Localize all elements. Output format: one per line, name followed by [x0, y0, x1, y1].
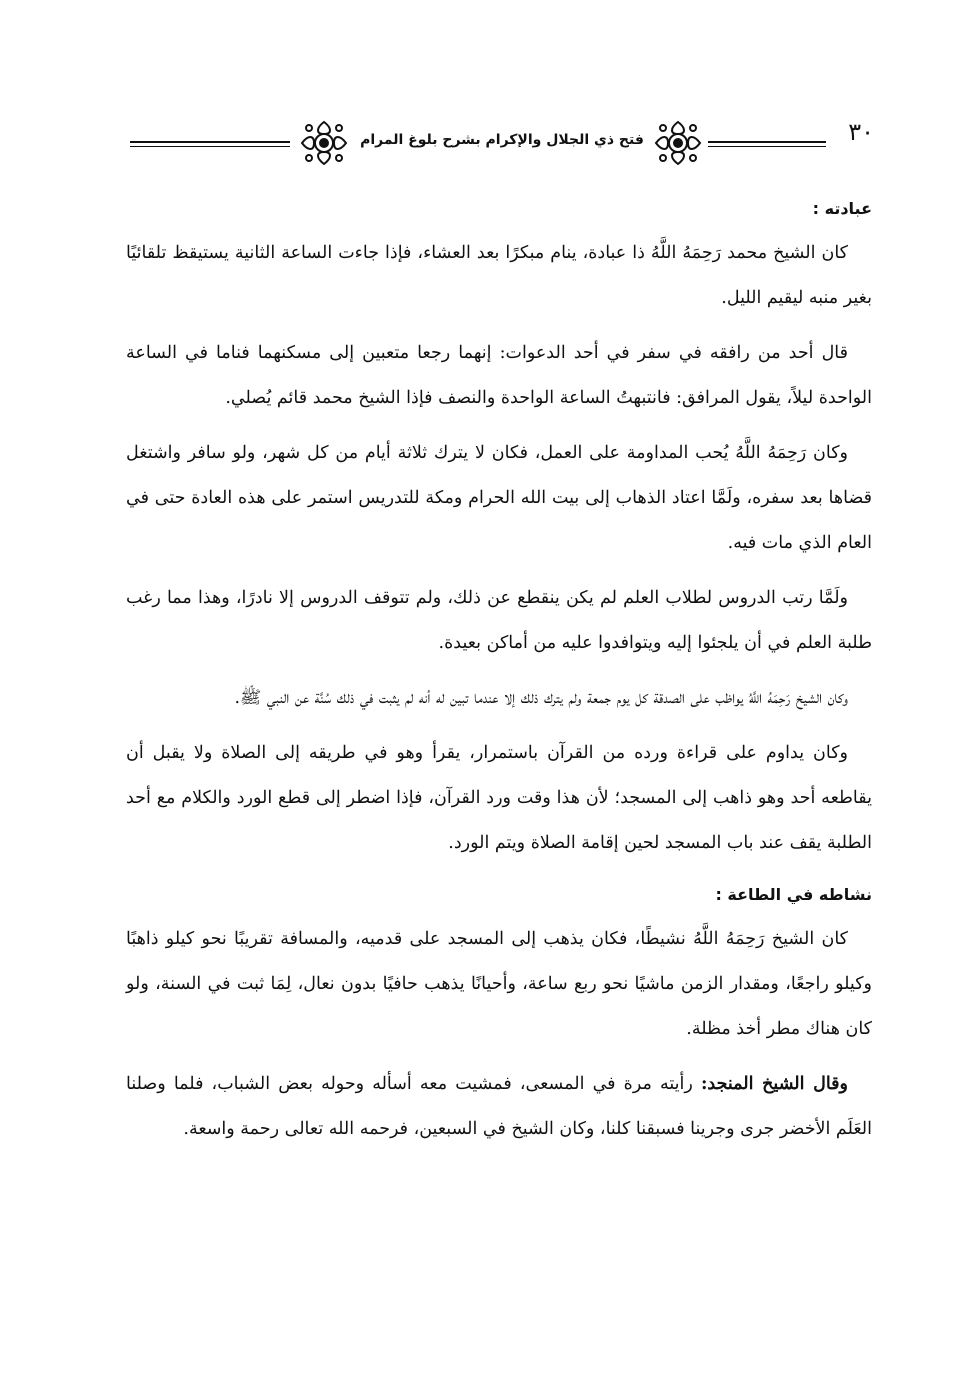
- paragraph: ولَمَّا رتب الدروس لطلاب العلم لم يكن ينقطع عن ذلك، ولم تتوقف الدروس إلا نادرًا، وهذا مما رغب طلبة العلم في أن يلجئوا إليه ويتوافدوا عليه من أماكن بعيدة.: [126, 588, 872, 653]
- paragraph: كان الشيخ رَحِمَهُ اللَّهُ نشيطًا، فكان يذهب إلى المسجد على قدميه، والمسافة تقريبًا نحو كيلو ذاهبًا وكيلو راجعًا، ومقدار الزمن ماشيًا نحو ربع ساعة، وأحيانًا يذهب حافيًا بدون نعال، لِمَا ثبت في السنة، ولو كان هناك مطر أخذ مظلة.: [126, 929, 872, 1039]
- header-rule-left: [130, 141, 290, 147]
- section-heading-worship: عبادته :: [812, 199, 872, 218]
- paragraph: [126, 1062, 872, 1152]
- ornament-right-icon: [652, 118, 704, 168]
- quote-text: رأيته مرة في المسعى، فمشيت معه أسأله وحوله بعض الشباب، فلما وصلنا العَلَم الأخضر جرى وجرينا فسبقنا كلنا، وكان الشيخ في السبعين، فرحمه الله تعالى رحمة واسعة.: [126, 1074, 872, 1139]
- quote-attribution: وقال الشيخ المنجد:: [700, 1074, 849, 1094]
- page-body: [126, 186, 872, 1162]
- paragraph: وكان الشيخ رَحِمَهُ اللَّهُ يواظب على الصدقة كل يوم جمعة ولم يترك ذلك إلا عندما تبين له أنه لم يثبت في ذلك سُنَّة عن النبي ﷺ.: [234, 688, 848, 708]
- page-header: [130, 112, 874, 174]
- paragraph: قال أحد من رافقه في سفر في أحد الدعوات: إنهما رجعا متعبين إلى مسكنهما فناما في الساعة الواحدة ليلاً، يقول المرافق: فانتبهتُ الساعة الواحدة والنصف فإذا الشيخ محمد قائم يُصلي.: [126, 343, 872, 408]
- page-number: ٣٠: [848, 118, 874, 146]
- ornament-left-icon: [298, 118, 350, 168]
- paragraph: وكان يداوم على قراءة ورده من القرآن باستمرار، يقرأ وهو في طريقه إلى الصلاة ولا يقبل أن يقاطعه أحد وهو ذاهب إلى المسجد؛ لأن هذا وقت ورد القرآن، فإذا اضطر إلى قطع الورد والكلام مع أحد الطلبة يقف عند باب المسجد لحين إقامة الصلاة ويتم الورد.: [126, 743, 872, 853]
- header-rule-right: [708, 141, 826, 147]
- section-heading-activity: نشاطه في الطاعة :: [715, 885, 872, 904]
- paragraph: وكان رَحِمَهُ اللَّهُ يُحب المداومة على العمل، فكان لا يترك ثلاثة أيام من كل شهر، ولو سافر واشتغل قضاها بعد سفره، ولَمَّا اعتاد الذهاب إلى بيت الله الحرام ومكة للتدريس استمر على هذه العادة حتى في العام الذي مات فيه.: [126, 443, 872, 553]
- book-title: فتح ذي الجلال والإكرام بشرح بلوغ المرام: [360, 132, 644, 148]
- paragraph: كان الشيخ محمد رَحِمَهُ اللَّهُ ذا عبادة، ينام مبكرًا بعد العشاء، فإذا جاءت الساعة الثانية يستيقظ تلقائيًا بغير منبه ليقيم الليل.: [126, 243, 872, 308]
